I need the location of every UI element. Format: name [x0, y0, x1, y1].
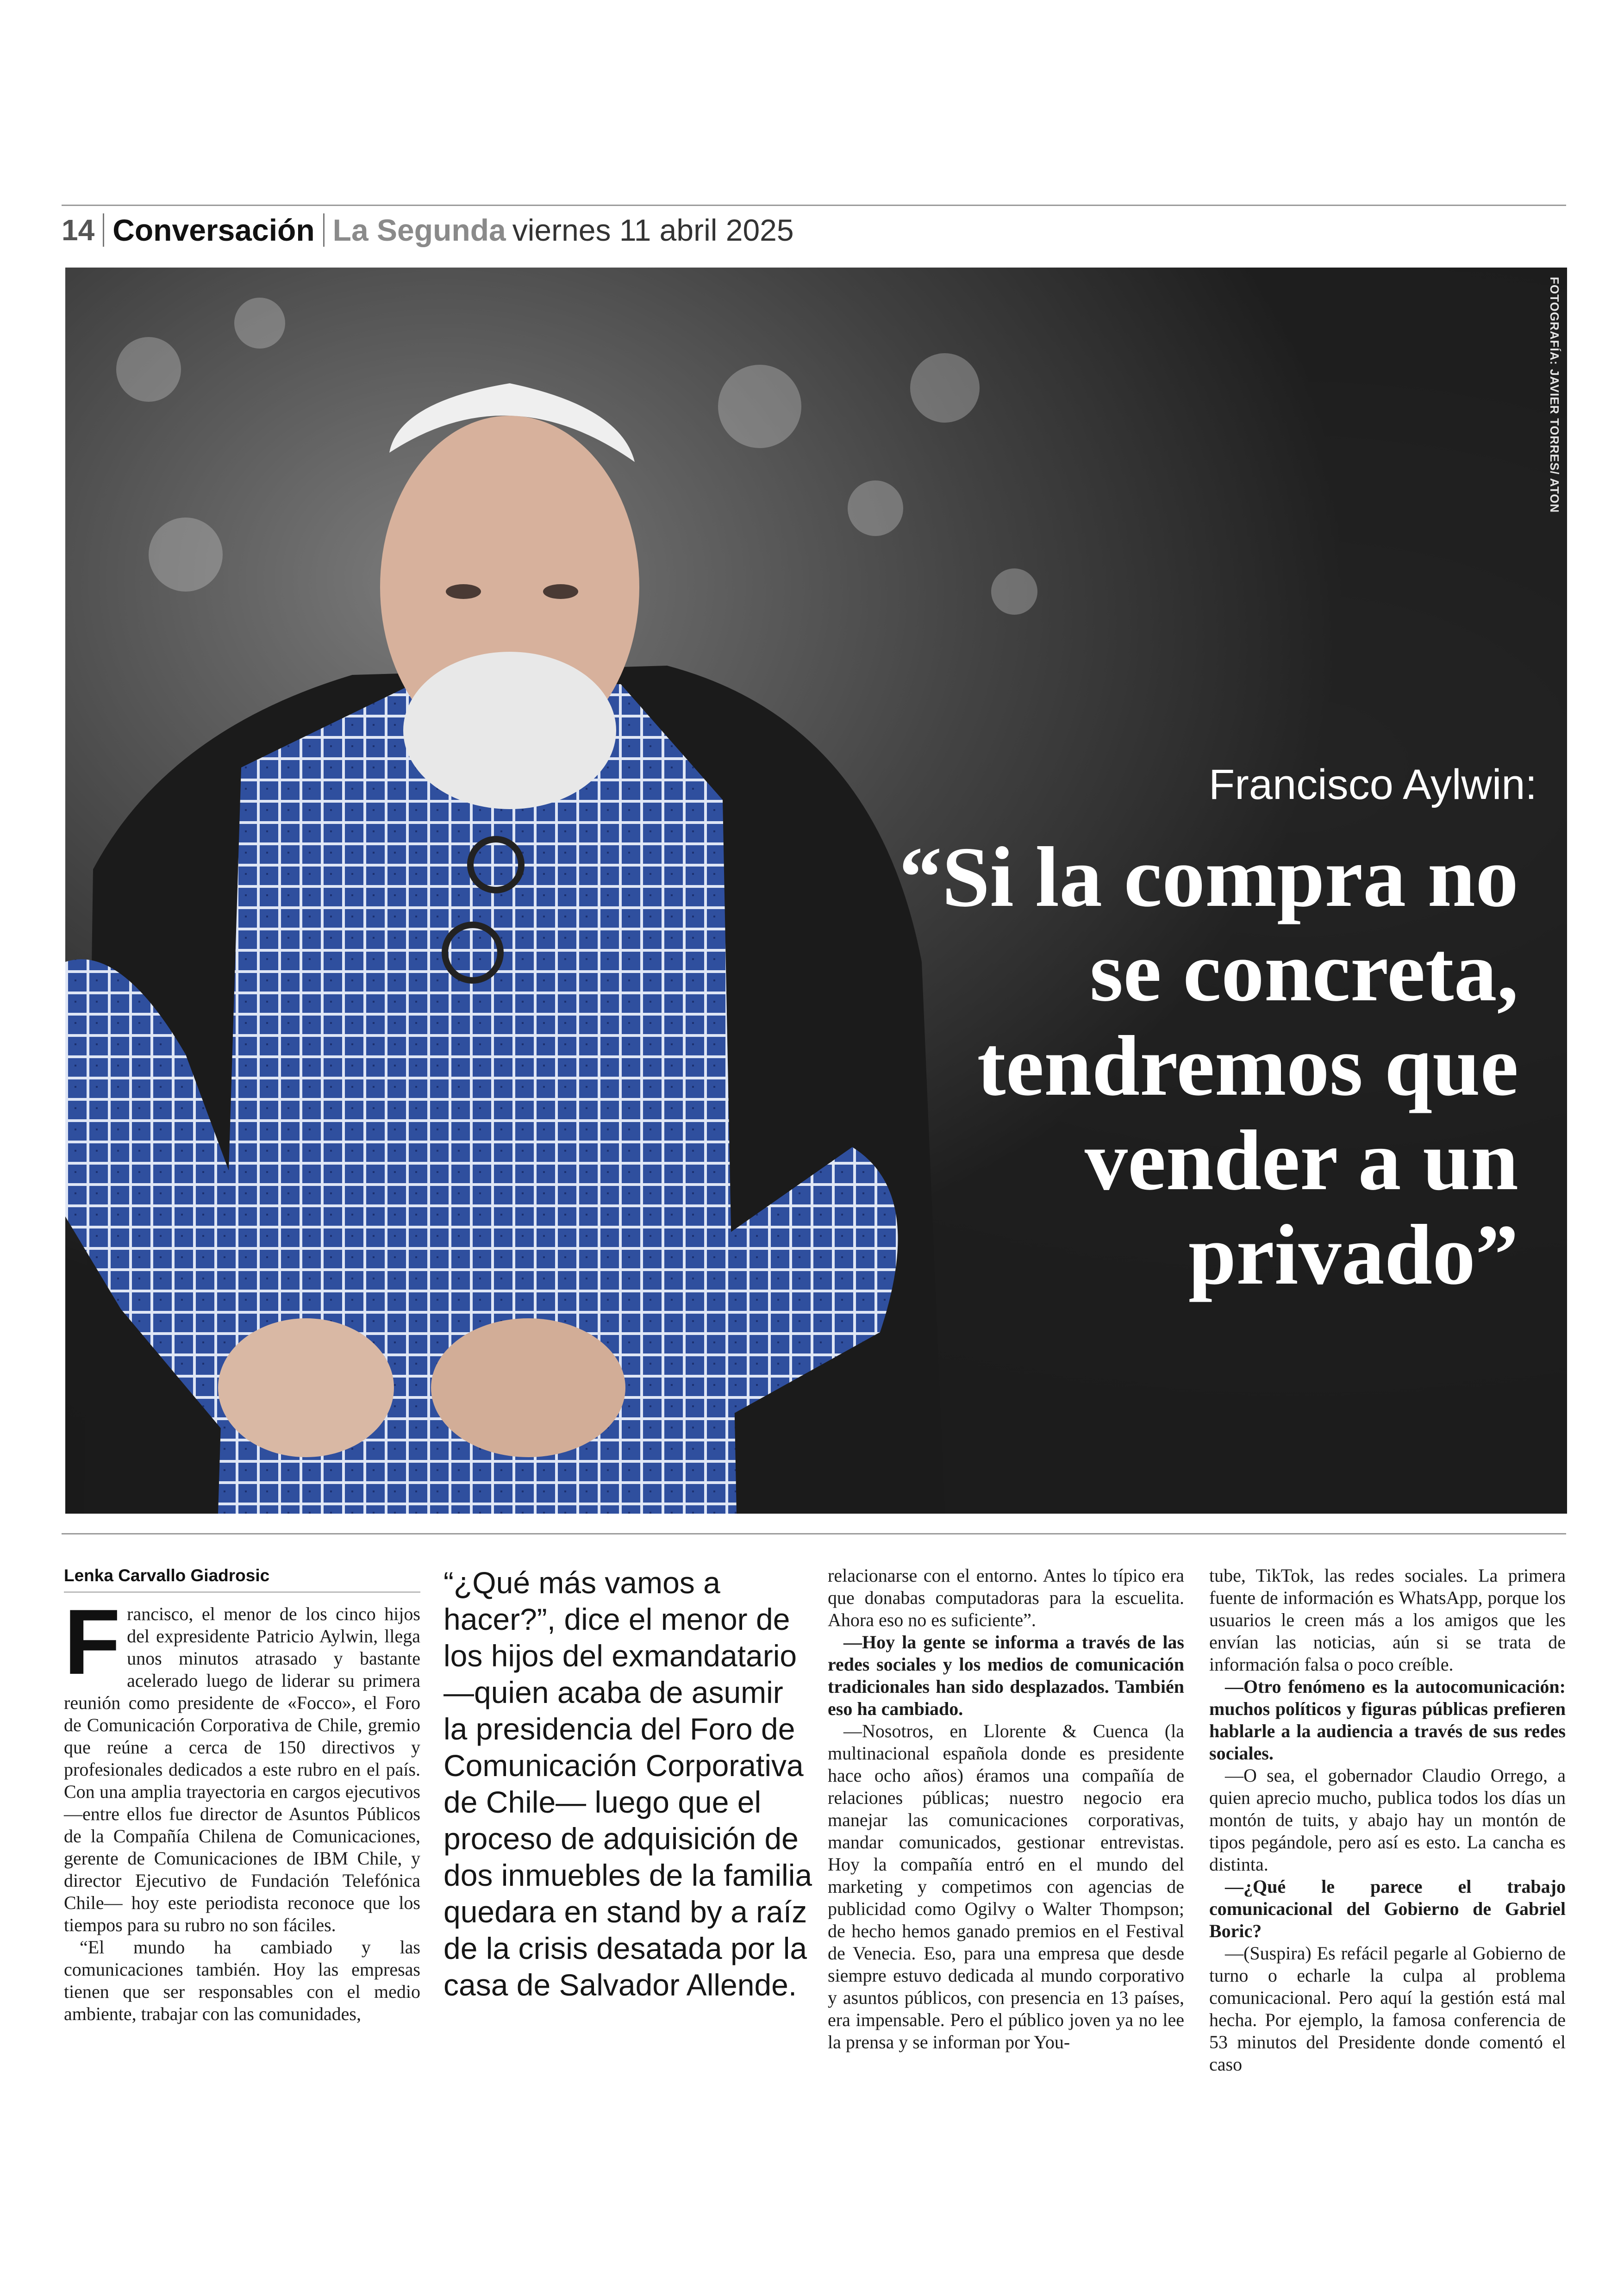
lead-photo — [65, 268, 1567, 1514]
byline: Lenka Carvallo Giadrosic — [64, 1565, 420, 1593]
interview-question: —Hoy la gente se informa a través de las redes sociales y los medios de comunicación tradicionales han sido desplazados. También eso ha cambiado. — [828, 1632, 1184, 1719]
interview-answer-continued: tube, TikTok, las redes sociales. La primera fuente de información es WhatsApp, porque los usuarios le creen más a los amigos que les envían las noticias, aún si se trata de información falsa o poco creíble. — [1209, 1565, 1566, 1675]
page-number: 14 — [62, 213, 95, 247]
issue-date: viernes 11 abril 2025 — [512, 213, 794, 247]
drop-cap: F — [64, 1590, 121, 1694]
header-top-rule — [62, 205, 1566, 206]
article-column-3 — [828, 1565, 1184, 2053]
photo-bottom-rule — [62, 1533, 1566, 1534]
headline-kicker: Francisco Aylwin: — [1209, 761, 1537, 808]
section-name: Conversación — [112, 213, 315, 247]
body-paragraph: relacionarse con el entorno. Antes lo típico era que donabas computadoras para la escuelita. Ahora eso no es suficiente”. — [828, 1565, 1184, 1630]
body-paragraph: “El mundo ha cambiado y las comunicaciones también. Hoy las empresas tienen que ser responsables con el medio ambiente, trabajar con las comunidades, — [64, 1937, 420, 2024]
photo-credit: FOTOGRAFÍA: JAVIER TORRES/ ATON — [1548, 277, 1562, 513]
header-divider — [103, 213, 104, 247]
article-column-4 — [1209, 1565, 1566, 2076]
article-column-1 — [64, 1565, 420, 2025]
header-divider — [323, 213, 325, 247]
newspaper-name: La Segunda — [332, 213, 506, 247]
interview-answer: —(Suspira) Es refácil pegarle al Gobierno de turno o echarle la culpa al problema comunicacional. Pero aquí la gestión está mal hecha. Por ejemplo, la famosa conferencia de 53 minutos del Presidente donde comentó el caso — [1209, 1943, 1566, 2075]
pull-quote: “¿Qué más vamos a hacer?”, dice el menor de los hijos del exmandatario —quien acaba de asumir la presidencia del Foro de Comunicación Corporativa de Chile— luego que el proceso de adquisición de dos inmuebles de la familia quedara en stand by a raíz de la crisis desatada por la casa de Salvador Allende. — [443, 1565, 812, 2002]
article-column-2 — [443, 1565, 814, 2003]
intro-paragraph — [64, 1590, 420, 1936]
interview-question: —¿Qué le parece el trabajo comunicacional del Gobierno de Gabriel Boric? — [1209, 1876, 1566, 1941]
interview-question: —Otro fenómeno es la autocomunicación: muchos políticos y figuras públicas prefieren hablarle a la audiencia a través de sus redes sociales. — [1209, 1676, 1566, 1764]
headline: “Si la compra no se concreta, tendremos que vender a un privado” — [899, 829, 1518, 1303]
intro-text: rancisco, el menor de los cinco hijos del expresidente Patricio Aylwin, llega unos minutos atrasado y bastante acelerado luego de liderar su primera reunión como presidente de «Focco», el Foro de Comunicación Corporativa de Chile, gremio que reúne a cerca de 150 directivos y profesionales dedicados a este rubro en el país. Con una amplia trayectoria en cargos ejecutivos —entre ellos fue director de Asuntos Públicos de la Compañía Chilena de Comunicaciones, gerente de Comunicaciones de IBM Chile, y director Ejecutivo de Fundación Telefónica Chile— hoy este periodista reconoce que los tiempos para su rubro no son fáciles. — [64, 1603, 420, 1935]
interview-answer: —Nosotros, en Llorente & Cuenca (la multinacional española donde es presidente hace ocho años) éramos una compañía de relaciones públicas; nuestro negocio era manejar las comunicaciones corporativas, mandar comunicados, gestionar entrevistas. Hoy la compañía entró en el mundo del marketing y competimos con agencias de publicidad como Ogilvy o Walter Thompson; de hecho hemos ganado premios en el Festival de Venecia. Eso, para una empresa que desde siempre estuvo dedicada al mundo corporativo y asuntos públicos, con presencia en 13 países, era impensable. Pero el público joven ya no lee la prensa y se informan por You- — [828, 1721, 1184, 2052]
interview-answer: —O sea, el gobernador Claudio Orrego, a quien aprecio mucho, publica todos los días un montón de tuits, y abajo hay un montón de tipos pegándole, pero así es esto. La cancha es distinta. — [1209, 1765, 1566, 1875]
page-header — [62, 209, 794, 251]
